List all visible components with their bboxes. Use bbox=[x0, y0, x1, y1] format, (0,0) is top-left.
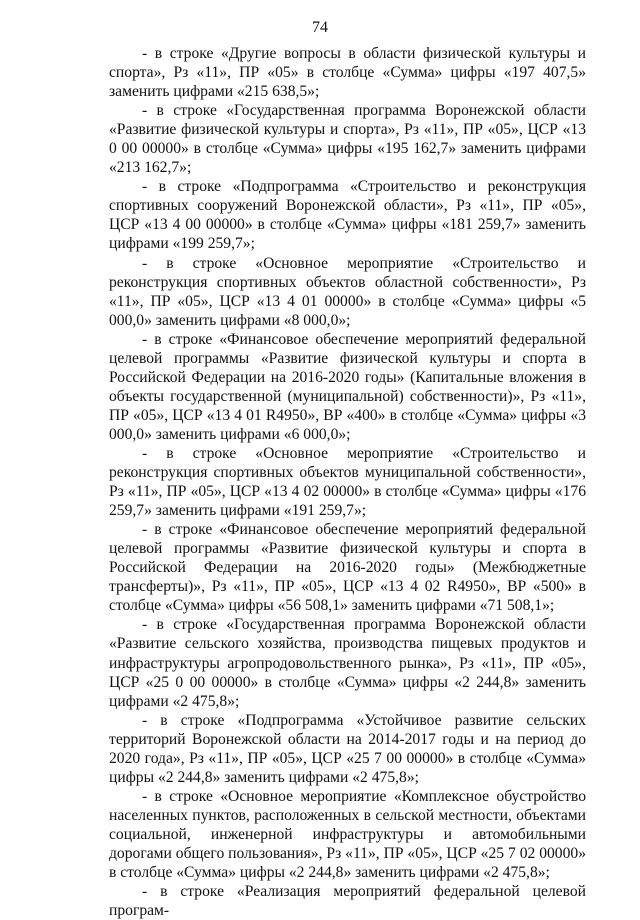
paragraph-rural-infrastructure: - в строке «Основное мероприятие «Комплексное обустройство населенных пунктов, расположенных в сельской местности, объектами социальной, инженерной инфраструктуры и автомобильными дорогами общего пользования», Рз «11», ПР «05», ЦСР «25 7 02 00000» в столбце «Сумма» цифры «2 244,8» заменить цифрами «2 475,8»; bbox=[109, 787, 586, 882]
paragraph-state-program-agriculture: - в строке «Государственная программа Воронежской области «Развитие сельского хозяйства, производства пищевых продуктов и инфраструктуры агропродовольственного рынка», Рз «11», ПР «05», ЦСР «25 0 00 00000» в столбце «Сумма» цифры «2 244,8» заменить цифрами «2 475,8»; bbox=[109, 616, 586, 710]
paragraph-other-sport-questions: - в строке «Другие вопросы в области физической культуры и спорта», Рз «11», ПР «05» в столбце «Сумма» цифры «197 407,5» заменить цифрами «215 638,5»; bbox=[109, 45, 586, 101]
paragraph-federal-program-implementation: - в строке «Реализация мероприятий федеральной целевой програм- bbox=[109, 883, 586, 920]
document-body bbox=[109, 44, 586, 920]
paragraph-federal-program-capital: - в строке «Финансовое обеспечение мероприятий федеральной целевой программы «Развитие физической культуры и спорта в Российской Федерации на 2016-2020 годы» (Капитальные вложения в объекты государственной (муниципальной) собственности)», Рз «11», ПР «05», ЦСР «13 4 01 R4950», ВР «400» в столбце «Сумма» цифры «3 000,0» заменить цифрами «6 000,0»; bbox=[109, 330, 586, 443]
page-number: 74 bbox=[312, 19, 328, 36]
paragraph-subprogram-rural-development: - в строке «Подпрограмма «Устойчивое развитие сельских территорий Воронежской области на 2014-2017 годы и на период до 2020 года», Рз «11», ПР «05», ЦСР «25 7 00 00000» в столбце «Сумма» цифры «2 244,8» заменить цифрами «2 475,8»; bbox=[109, 711, 586, 786]
paragraph-municipal-sport-objects: - в строке «Основное мероприятие «Строительство и реконструкция спортивных объектов муниципальной собственности», Рз «11», ПР «05», ЦСР «13 4 02 00000» в столбце «Сумма» цифры «176 259,7» заменить цифрами «191 259,7»; bbox=[109, 444, 586, 520]
paragraph-federal-program-transfers: - в строке «Финансовое обеспечение мероприятий федеральной целевой программы «Развитие физической культуры и спорта в Российской Федерации на 2016-2020 годы» (Межбюджетные трансферты)», Рз «11», ПР «05», ЦСР «13 4 02 R4950», ВР «500» в столбце «Сумма» цифры «56 508,1» заменить цифрами «71 508,1»; bbox=[109, 521, 586, 615]
paragraph-subprogram-sport-facilities: - в строке «Подпрограмма «Строительство и реконструкция спортивных сооружений Воронежской области», Рз «11», ПР «05», ЦСР «13 4 00 00000» в столбце «Сумма» цифры «181 259,7» заменить цифрами «199 259,7»; bbox=[109, 178, 586, 253]
paragraph-state-program-sport: - в строке «Государственная программа Воронежской области «Развитие физической культуры и спорта», Рз «11», ПР «05», ЦСР «13 0 00 00000» в столбце «Сумма» цифры «195 162,7» заменить цифрами «213 162,7»; bbox=[109, 102, 586, 177]
paragraph-regional-sport-objects: - в строке «Основное мероприятие «Строительство и реконструкция спортивных объектов областной собственности», Рз «11», ПР «05», ЦСР «13 4 01 00000» в столбце «Сумма» цифры «5 000,0» заменить цифрами «8 000,0»; bbox=[109, 254, 586, 329]
